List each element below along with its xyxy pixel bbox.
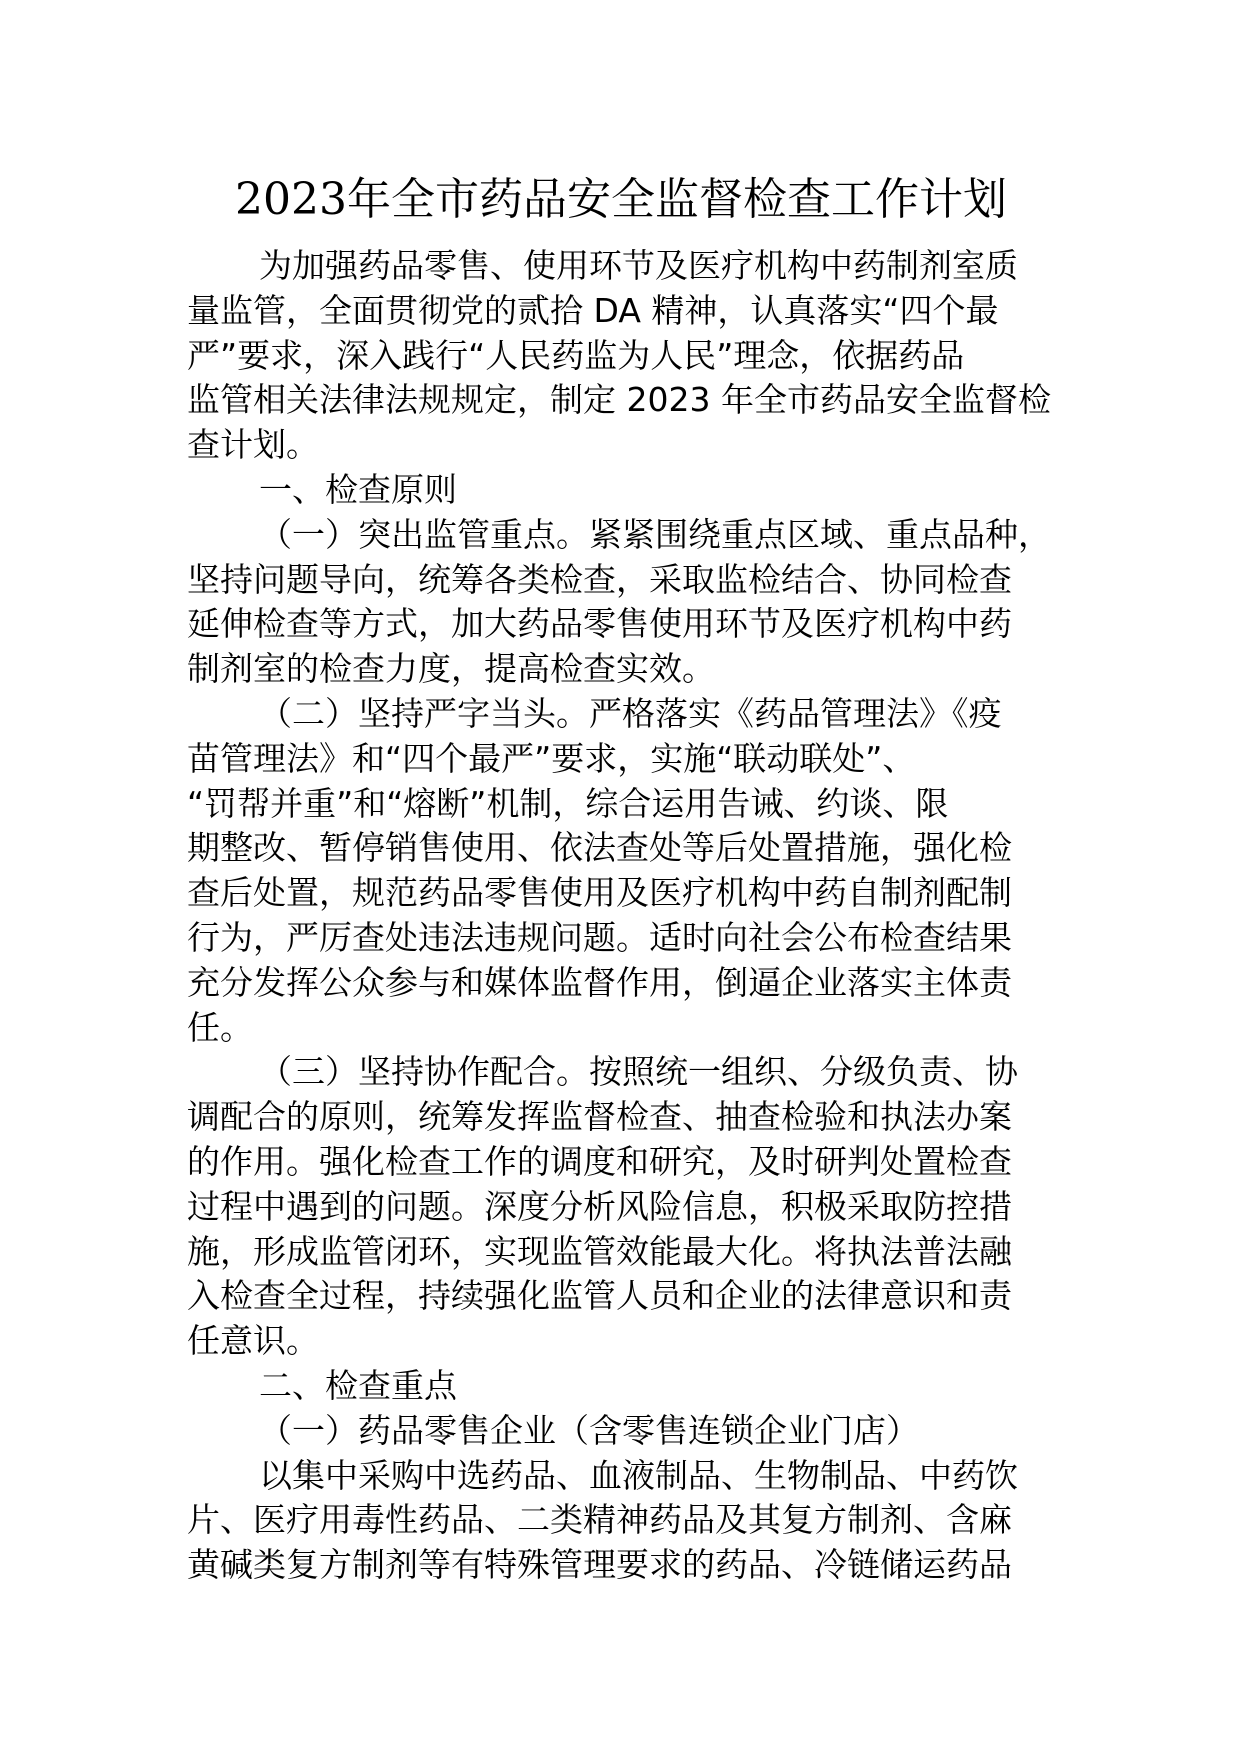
principle-3-line-2: 调配合的原则，统筹发挥监督检查、抽查检验和执法办案 — [187, 1097, 1012, 1137]
principle-1-line-4: 制剂室的检查力度，提高检查实效。 — [187, 649, 715, 689]
paragraph-intro-line-1: 为加强药品零售、使用环节及医疗机构中药制剂室质 — [259, 246, 1018, 285]
paragraph-intro-line-5: 查计划。 — [187, 425, 319, 465]
paragraph-intro-line-2: 量监管，全面贯彻党的贰拾 DA 精神，认真落实“四个最 — [187, 290, 999, 330]
principle-2-line-1: （二）坚持严字当头。严格落实《药品管理法》《疫 — [259, 693, 1002, 733]
principle-3-line-3: 的作用。强化检查工作的调度和研究，及时研判处置检查 — [187, 1141, 1012, 1181]
title-spacing — [187, 232, 1055, 244]
principle-2-line-6: 行为，严厉查处违法违规问题。适时向社会公布检查结果 — [187, 917, 1012, 957]
retail-paragraph-line-3: 黄碱类复方制剂等有特殊管理要求的药品、冷链储运药品 — [187, 1545, 1012, 1585]
principle-3-line-7: 任意识。 — [187, 1321, 319, 1361]
section-heading-focus: 二、检查重点 — [259, 1365, 457, 1405]
principle-2-line-8: 任。 — [187, 1007, 253, 1047]
principle-2-line-7: 充分发挥公众参与和媒体监督作用，倒逼企业落实主体责 — [187, 962, 1012, 1002]
retail-paragraph-line-2: 片、医疗用毒性药品、二类精神药品及其复方制剂、含麻 — [187, 1500, 1012, 1540]
principle-2-line-5: 查后处置，规范药品零售使用及医疗机构中药自制剂配制 — [187, 873, 1012, 913]
paragraph-intro-line-4: 监管相关法律法规规定，制定 2023 年全市药品安全监督检 — [187, 380, 1051, 420]
paragraph-intro-line-3: 严”要求，深入践行“人民药监为人民”理念，依据药品 — [187, 335, 965, 375]
principle-3-line-4: 过程中遇到的问题。深度分析风险信息，积极采取防控措 — [187, 1186, 1012, 1226]
section-heading-principles: 一、检查原则 — [259, 469, 457, 509]
principle-3-line-6: 入检查全过程，持续强化监管人员和企业的法律意识和责 — [187, 1276, 1012, 1316]
retail-paragraph-line-1: 以集中采购中选药品、血液制品、生物制品、中药饮 — [259, 1455, 1018, 1495]
principle-2-line-4: 期整改、暂停销售使用、依法查处等后处置措施，强化检 — [187, 828, 1012, 868]
principle-3-line-1: （三）坚持协作配合。按照统一组织、分级负责、协 — [259, 1052, 1018, 1092]
principle-1-line-2: 坚持问题导向，统筹各类检查，采取监检结合、协同检查 — [187, 559, 1012, 599]
principle-1-line-1: （一）突出监管重点。紧紧围绕重点区域、重点品种， — [259, 514, 1051, 554]
principle-2-line-3: “罚帮并重”和“熔断”机制，综合运用告诫、约谈、限 — [187, 783, 949, 823]
principle-2-line-2: 苗管理法》和“四个最严”要求，实施“联动联处”、 — [187, 738, 916, 778]
document-title: 2023年全市药品安全监督检查工作计划 — [235, 174, 1007, 225]
principle-1-line-3: 延伸检查等方式，加大药品零售使用环节及医疗机构中药 — [187, 604, 1012, 644]
subsection-heading-retail: （一）药品零售企业（含零售连锁企业门店） — [259, 1410, 919, 1450]
principle-3-line-5: 施，形成监管闭环，实现监管效能最大化。将执法普法融 — [187, 1231, 1012, 1271]
document-page — [187, 168, 1055, 1588]
